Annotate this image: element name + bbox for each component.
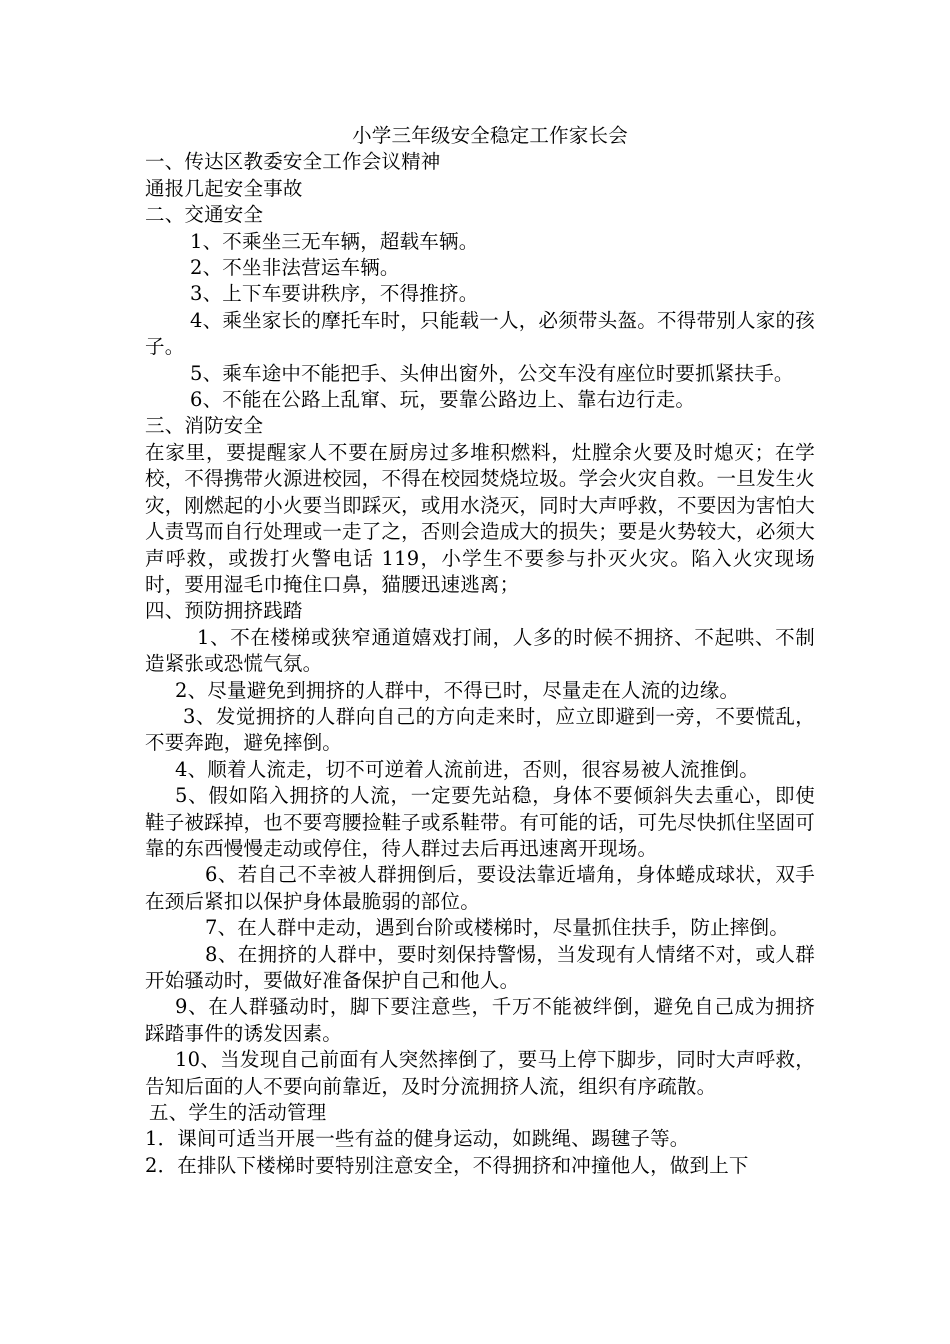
list-item: 4、顺着人流走，切不可逆着人流前进，否则，很容易被人流推倒。 <box>175 757 759 781</box>
document-page <box>145 123 815 1179</box>
section-heading-3: 三、消防安全 <box>145 414 264 438</box>
section-heading-2: 二、交通安全 <box>145 203 264 227</box>
section-heading-4: 四、预防拥挤践踏 <box>145 599 303 623</box>
list-item: 3、上下车要讲秩序，不得推挤。 <box>190 282 479 306</box>
list-item: 3、发觉拥挤的人群向自己的方向走来时，应立即避到一旁，不要慌乱，不要奔跑，避免摔倒。 <box>145 704 815 755</box>
section-heading-5: 五、学生的活动管理 <box>149 1101 327 1125</box>
list-item: 8、在拥挤的人群中，要时刻保持警惕，当发现有人情绪不对，或人群开始骚动时，要做好准备保护自己和他人。 <box>145 942 815 992</box>
paragraph: 通报几起安全事故 <box>145 176 303 200</box>
list-item: 4、乘坐家长的摩托车时，只能载一人，必须带头盔。不得带别人家的孩子。 <box>145 308 815 359</box>
list-item: 9、在人群骚动时，脚下要注意些，千万不能被绊倒，避免自己成为拥挤踩踏事件的诱发因素。 <box>145 995 815 1045</box>
list-item: 1、不乘坐三无车辆，超载车辆。 <box>190 229 479 253</box>
list-item: 6、不能在公路上乱窜、玩，要靠公路边上、靠右边行走。 <box>190 388 696 412</box>
list-item: 5、假如陷入拥挤的人流，一定要先站稳，身体不要倾斜失去重心，即使鞋子被踩掉，也不要弯腰捡鞋子或系鞋带。有可能的话，可先尽快抓住坚固可靠的东西慢慢走动或停住，待人群过去后再迅速离开现场。 <box>145 784 815 860</box>
list-item: 6、若自己不幸被人群拥倒后，要设法靠近墙角，身体蜷成球状，双手在颈后紧扣以保护身体最脆弱的部位。 <box>145 863 815 913</box>
list-item: 7、在人群中走动，遇到台阶或楼梯时，尽量抓住扶手，防止摔倒。 <box>205 916 789 940</box>
paragraph: 在家里，要提醒家人不要在厨房过多堆积燃料，灶膛余火要及时熄灭；在学校，不得携带火源进校园，不得在校园焚烧垃圾。学会火灾自救。一旦发生火灾，刚燃起的小火要当即踩灭，或用水浇灭，同时大声呼救，不要因为害怕大人责骂而自行处理或一走了之，否则会造成大的损失；要是火势较大，必须大声呼救，或拨打火警电话 119，小学生不要参与扑灭火灾。陷入火灾现场时，要用湿毛巾掩住口鼻，猫腰迅速逃离； <box>145 440 815 596</box>
section-heading-1: 一、传达区教委安全工作会议精神 <box>145 150 441 174</box>
list-item: 1．课间可适当开展一些有益的健身运动，如跳绳、踢毽子等。 <box>145 1127 690 1151</box>
document-title: 小学三年级安全稳定工作家长会 <box>352 124 628 147</box>
list-item: 5、乘车途中不能把手、头伸出窗外，公交车没有座位时要抓紧扶手。 <box>190 361 794 385</box>
list-item: 10、当发现自己前面有人突然摔倒了，要马上停下脚步，同时大声呼救，告知后面的人不要向前靠近，及时分流拥挤人流，组织有序疏散。 <box>145 1048 815 1098</box>
list-item: 2、尽量避免到拥挤的人群中，不得已时，尽量走在人流的边缘。 <box>175 678 740 702</box>
list-item: 1、不在楼梯或狭窄通道嬉戏打闹，人多的时候不拥挤、不起哄、不制造紧张或恐慌气氛。 <box>145 625 815 676</box>
list-item: 2．在排队下楼梯时要特别注意安全，不得拥挤和冲撞他人，做到上下 <box>145 1153 749 1177</box>
list-item: 2、不坐非法营运车辆。 <box>190 256 400 280</box>
